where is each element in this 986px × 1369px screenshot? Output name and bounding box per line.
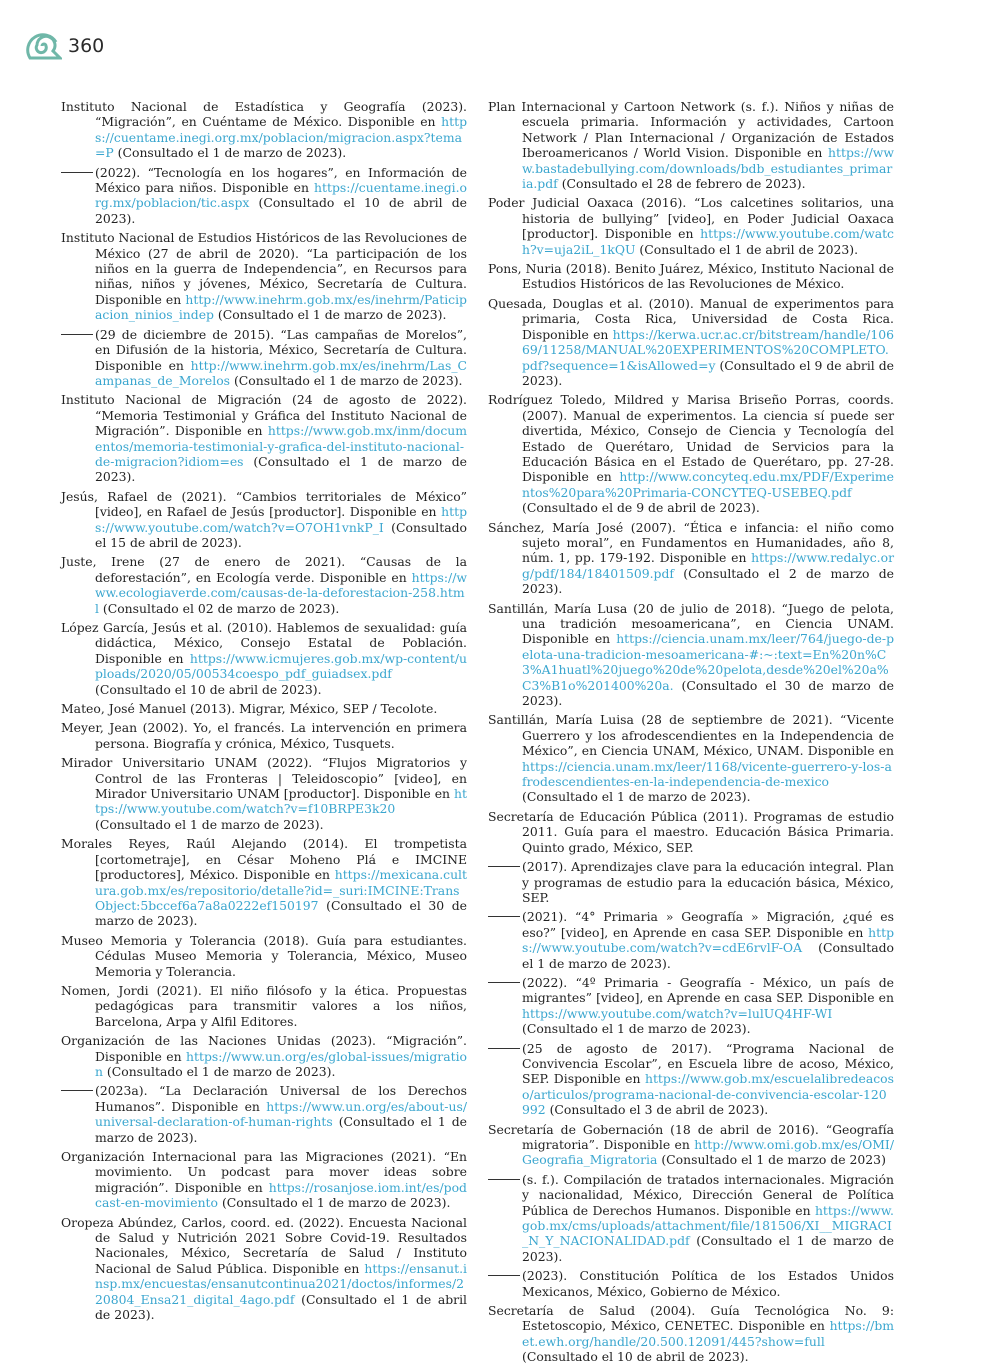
reference-entry: [61, 554, 467, 616]
ref-tail: (Consultado el de 9 de abril de 2023).: [522, 500, 760, 516]
ref-text: Instituto Nacional de Estudios Históricos de las Revoluciones de México (27 de abril de 2020). “La participación de los niños en la guerra de Independencia”, en Recursos para niñas, niños y jóvenes, México, Secretaría de Cultura. Disponible en: [61, 230, 467, 307]
repeat-author-dash: [488, 982, 520, 983]
reference-entry: [488, 520, 894, 597]
ref-link[interactable]: https://kerwa.ucr.ac.cr/bitstream/handle/10669/11258/MANUAL%20EXPERIMENTOS%20COMPLETO.pdf?sequence=1&isAllowed=y: [522, 326, 894, 373]
reference-entry: [488, 99, 894, 191]
ref-text: Plan Internacional y Cartoon Network (s. f.). Niños y niñas de escuela primaria. Información y actividades, Cartoon Network / Plan Internacional / Organización de Estados Iberoamericanos / World Vision. Disponible en: [488, 99, 894, 161]
page-number: 360: [68, 35, 105, 57]
reference-entry: [61, 933, 467, 979]
ref-link[interactable]: https://www.un.org/es/global-issues/migration: [95, 1048, 467, 1079]
ref-link[interactable]: https://www.gob.mx/inm/documentos/memoria-testimonial-y-grafica-del-instituto-nacional-de-migracion?idiom=es: [95, 423, 467, 469]
reference-entry: [61, 392, 467, 484]
ref-text: (2022). “Tecnología en los hogares”, en Información de México para niños. Disponible en: [95, 164, 467, 196]
ref-link[interactable]: http://www.inehrm.gob.mx/es/inehrm/Las_Campanas_de_Morelos: [95, 357, 467, 388]
ref-link[interactable]: https://www.gob.mx/escuelalibredeacoso/articulos/programa-nacional-de-convivencia-escolar-120992: [522, 1071, 894, 1118]
ref-text: Morales Reyes, Raúl Alejando (2014). El trompetista [cortometraje], en César Moheno Plá e IMCINE [productores], México. Disponible en: [61, 836, 467, 883]
reference-entry: [61, 1215, 467, 1323]
reference-entry: [61, 1149, 467, 1211]
ref-text: Organización de las Naciones Unidas (2023). “Migración”. Disponible en: [61, 1033, 467, 1064]
ref-text: Santillán, María Lusa (20 de julio de 2018). “Juego de pelota, una tradición mesoamericana”, en Ciencia UNAM. Disponible en: [488, 600, 894, 647]
reference-entry: [488, 975, 894, 1037]
reference-entry: [488, 809, 894, 855]
ref-text: (2021). “4° Primaria » Geografía » Migración, ¿qué es eso?” [video], en Aprende en casa SEP. Disponible en: [522, 909, 894, 940]
ref-tail: (Consultado el 1 de marzo de 2023).: [522, 789, 751, 805]
ref-tail: (Consultado el 15 de abril de 2023).: [95, 519, 467, 550]
reference-entry: [488, 1122, 894, 1168]
ref-text: Juste, Irene (27 de enero de 2021). “Causas de la deforestación”, en Ecología verde. Disponible en: [61, 554, 467, 585]
reference-entry: [488, 261, 894, 292]
reference-entry: [488, 1172, 894, 1264]
ref-text: Jesús, Rafael de (2021). “Cambios territoriales de México” [video], en Rafael de Jesús [productor]. Disponible en: [61, 488, 467, 520]
ref-text: Meyer, Jean (2002). Yo, el francés. La intervención en primera persona. Biografía y crónica, México, Tusquets.: [61, 720, 467, 751]
ref-tail: (Consultado el 1 de marzo de 2023).: [95, 1114, 467, 1145]
ref-link[interactable]: http://www.inehrm.gob.mx/es/inehrm/Paticipacion_ninios_indep: [95, 291, 467, 323]
reference-entry: [61, 489, 467, 551]
ref-text: Rodríguez Toledo, Mildred y Marisa Briseño Porras, coords. (2007). Manual de experimentos. La ciencia sí puede ser divertida, México, Consejo de Ciencia y Tecnología del Estado de Querétaro, Unidad de Servicios para la Educación Básica en el Estado de Querétaro, pp. 27-28. Disponible en: [488, 392, 894, 485]
ref-tail: (Consultado el 1 de marzo de 2023).: [95, 453, 467, 485]
ref-text: Secretaría de Salud (2004). Guía Tecnológica No. 9: Estetoscopio, México, CENETEC. Disponible en: [488, 1303, 894, 1334]
ref-link[interactable]: https://www.youtube.com/watch?v=lulUQ4HF-WI: [522, 1005, 833, 1021]
ref-text: Mateo, José Manuel (2013). Migrar, México, SEP / Tecolote.: [61, 701, 438, 717]
ref-tail: (Consultado el 1 de marzo de 2023).: [95, 816, 324, 832]
ref-text: Sánchez, María José (2007). “Ética e infancia: el niño como sujeto moral”, en Fundamentos en Humanidades, año 8, núm. 1, pp. 179-192. Disponible en: [488, 519, 894, 566]
reference-entry: [488, 392, 894, 515]
ref-tail: (Consultado el 1 de marzo de 2023).: [522, 1233, 894, 1264]
ref-link[interactable]: https://cuentame.inegi.org.mx/poblacion/migracion.aspx?tema=P: [95, 114, 467, 161]
reference-entry: [61, 836, 467, 928]
ref-tail: (Consultado el 10 de abril de 2023).: [95, 195, 467, 226]
ref-tail: (Consultado el 30 de marzo de 2023).: [522, 677, 894, 709]
repeat-author-dash: [61, 334, 93, 335]
ref-text: (29 de diciembre de 2015). “Las campañas de Morelos”, en Difusión de la historia, México, Secretaría de Cultura. Disponible en: [95, 326, 467, 373]
ref-link[interactable]: https://www.redalyc.org/pdf/184/18401509.pdf: [522, 550, 894, 581]
reference-entry: [61, 165, 467, 227]
ref-tail: (Consultado el 1 de marzo de 2023).: [218, 1195, 451, 1211]
ref-tail: (Consultado el 1 de marzo de 2023).: [522, 940, 894, 971]
repeat-author-dash: [488, 1048, 520, 1049]
repeat-author-dash: [488, 1179, 520, 1180]
reference-entry: [488, 1303, 894, 1365]
spiral-logo-icon: [26, 32, 62, 60]
references-left-column: [61, 99, 467, 1326]
ref-text: Secretaría de Educación Pública (2011). Programas de estudio 2011. Guía para el maestro. Educación Básica Primaria. Quinto grado, México, SEP.: [488, 808, 894, 855]
ref-link[interactable]: https://www.youtube.com/watch?v=O7OH1vnkP_I: [95, 504, 467, 535]
repeat-author-dash: [488, 916, 520, 917]
ref-text: (2023a). “La Declaración Universal de los Derechos Humanos”. Disponible en: [95, 1083, 467, 1114]
repeat-author-dash: [61, 172, 93, 173]
ref-text: (s. f.). Compilación de tratados internacionales. Migración y nacionalidad, México, Dirección General de Política Pública de Derechos Humanos. Disponible en: [522, 1171, 894, 1218]
ref-text: Quesada, Douglas et al. (2010). Manual de experimentos para primaria, Costa Rica, Universidad de Costa Rica. Disponible en: [488, 295, 894, 342]
ref-tail: (Consultado el 1 de abril de 2023).: [635, 241, 859, 257]
ref-link[interactable]: https://cuentame.inegi.org.mx/poblacion/tic.aspx: [95, 180, 467, 211]
reference-entry: [61, 620, 467, 697]
ref-link[interactable]: https://www.icmujeres.gob.mx/wp-content/uploads/2020/05/00534coespo_pdf_guiadsex.pdf: [95, 650, 467, 682]
ref-tail: (Consultado el 28 de febrero de 2023).: [557, 176, 806, 192]
reference-entry: [61, 1083, 467, 1145]
ref-text: Secretaría de Gobernación (18 de abril de 2016). “Geografía migratoria”. Disponible en: [488, 1121, 894, 1152]
reference-entry: [488, 296, 894, 388]
reference-entry: [61, 99, 467, 161]
ref-text: Instituto Nacional de Estadística y Geografía (2023). “Migración”, en Cuéntame de México. Disponible en: [61, 99, 467, 130]
ref-tail: (Consultado el 1 de abril de 2023).: [95, 1291, 467, 1323]
reference-entry: [488, 195, 894, 257]
ref-tail: (Consultado el 02 de marzo de 2023).: [98, 600, 340, 616]
reference-entry: [61, 983, 467, 1029]
ref-text: Oropeza Abúndez, Carlos, coord. ed. (2022). Encuesta Nacional de Salud y Nutrición 2021 Sobre Covid-19. Resultados Nacionales, México, Secretaría de Salud / Instituto Nacional de Salud Pública. Disponible en: [61, 1214, 467, 1276]
repeat-author-dash: [488, 1275, 520, 1276]
repeat-author-dash: [488, 866, 520, 867]
references-right-column: [488, 99, 894, 1369]
reference-entry: [488, 1041, 894, 1118]
ref-tail: (Consultado el 10 de abril de 2023).: [95, 681, 322, 697]
ref-text: Museo Memoria y Tolerancia (2018). Guía para estudiantes. Cédulas Museo Memoria y Tolerancia, México, Museo Memoria y Tolerancia.: [61, 932, 467, 979]
reference-entry: [61, 230, 467, 322]
ref-text: Mirador Universitario UNAM (2022). “Flujos Migratorios y Control de las Fronteras | Teleidoscopio” [video], en Mirador Universitario UNAM [productor]. Disponible en: [61, 755, 467, 802]
ref-tail: (Consultado el 2 de marzo de 2023).: [522, 565, 894, 597]
ref-tail: (Consultado el 1 de marzo de 2023).: [113, 145, 347, 161]
ref-link[interactable]: https://rosanjose.iom.int/es/podcast-en-movimiento: [95, 1179, 467, 1211]
ref-link[interactable]: http://www.omi.gob.mx/es/OMI/Geografia_Migratoria: [522, 1137, 894, 1168]
reference-entry: [488, 1268, 894, 1299]
ref-link[interactable]: https://www.bastadebullying.com/downloads/bdb_estudiantes_primaria.pdf: [522, 145, 894, 192]
ref-text: Poder Judicial Oaxaca (2016). “Los calcetines solitarios, una historia de bullying” [video], en Poder Judicial Oaxaca [productor]. Disponible en: [488, 195, 894, 242]
ref-text: Organización Internacional para las Migraciones (2021). “En movimiento. Un podcast para mover ideas sobre migración”. Disponible en: [61, 1149, 467, 1195]
ref-tail: (Consultado el 10 de abril de 2023).: [522, 1349, 749, 1365]
ref-text: Nomen, Jordi (2021). El niño filósofo y la ética. Propuestas pedagógicas para transmitir valores a los niños, Barcelona, Arpa y Alfil Editores.: [61, 982, 467, 1029]
ref-tail: (Consultado el 30 de marzo de 2023).: [95, 897, 467, 929]
ref-link[interactable]: https://ensanut.insp.mx/encuestas/ensanutcontinua2021/doctos/informes/220804_Ensa21_digital_4ago.pdf: [95, 1260, 467, 1307]
repeat-author-dash: [61, 1090, 93, 1091]
ref-link[interactable]: https://bmet.ewh.org/handle/20.500.12091/445?show=full: [522, 1318, 894, 1349]
ref-text: Pons, Nuria (2018). Benito Juárez, México, Instituto Nacional de Estudios Históricos de las Revoluciones de México.: [488, 261, 894, 292]
ref-tail: (Consultado el 1 de marzo de 2023).: [230, 372, 463, 388]
ref-link[interactable]: https://ciencia.unam.mx/leer/764/juego-de-pelota-una-tradicion-mesoamericana-#:~:text=En%20n%C3%A1huatl%20juego%20de%20pelota,desde%20el%20a%C3%B1o%201400%20a.: [522, 631, 894, 693]
ref-link[interactable]: http://www.concyteq.edu.mx/PDF/Experimentos%20para%20Primaria-CONCYTEQ-USEBEQ.pdf: [522, 469, 894, 500]
ref-link[interactable]: https://mexicana.cultura.gob.mx/es/repositorio/detalle?id=_suri:IMCINE:TransObject:5bccef6a7a8a0222ef150197: [95, 867, 467, 913]
ref-text: (2023). Constitución Política de los Estados Unidos Mexicanos, México, Gobierno de México.: [522, 1268, 894, 1299]
reference-entry: [488, 712, 894, 804]
ref-text: (25 de agosto de 2017). “Programa Nacional de Convivencia Escolar”, en Escuela libre de acoso, México, SEP. Disponible en: [522, 1040, 894, 1087]
reference-entry: [61, 1033, 467, 1079]
ref-link[interactable]: https://www.youtube.com/watch?v=f10BRPE3k20: [95, 786, 467, 817]
ref-link[interactable]: https://www.ecologiaverde.com/causas-de-la-deforestacion-258.html: [95, 569, 467, 616]
ref-text: (2017). Aprendizajes clave para la educación integral. Plan y programas de estudio para la educación básica, México, SEP.: [522, 859, 894, 905]
ref-link[interactable]: https://www.youtube.com/watch?v=cdE6rvlF-OA: [522, 924, 894, 956]
page-header: [26, 32, 104, 60]
ref-tail: (Consultado el 1 de marzo de 2023).: [213, 307, 447, 323]
reference-entry: [61, 755, 467, 832]
ref-text: Instituto Nacional de Migración (24 de agosto de 2022). “Memoria Testimonial y Gráfica del Instituto Nacional de Migración”. Disponible en: [61, 392, 467, 439]
ref-tail: (Consultado el 3 de abril de 2023).: [545, 1102, 769, 1118]
ref-tail: (Consultado el 1 de marzo de 2023).: [522, 1021, 751, 1037]
ref-tail: (Consultado el 1 de marzo de 2023): [657, 1152, 886, 1168]
reference-entry: [488, 859, 894, 905]
ref-link[interactable]: https://www.youtube.com/watch?v=uja2iL_1kQU: [522, 226, 894, 257]
ref-text: Santillán, María Luisa (28 de septiembre de 2021). “Vicente Guerrero y los afrodescendientes en la Independencia de México”, en Ciencia UNAM, México, UNAM. Disponible en: [488, 712, 894, 759]
reference-entry: [61, 327, 467, 389]
ref-text: (2022). “4º Primaria - Geografía - México, un país de migrantes” [video], en Aprende en casa SEP. Disponible en: [522, 974, 894, 1006]
ref-link[interactable]: https://ciencia.unam.mx/leer/1168/vicente-guerrero-y-los-afrodescendientes-en-la-independencia-de-mexico: [522, 758, 892, 790]
ref-text: López García, Jesús et al. (2010). Hablemos de sexualidad: guía didáctica, México, Consejo Estatal de Población. Disponible en: [61, 620, 467, 666]
reference-entry: [488, 601, 894, 709]
reference-entry: [61, 701, 467, 716]
ref-link[interactable]: https://www.gob.mx/cms/uploads/attachment/file/181506/XI__MIGRACI_N_Y_NACIONALIDAD.pdf: [522, 1202, 894, 1249]
ref-tail: (Consultado el 9 de abril de 2023).: [522, 357, 894, 388]
reference-entry: [488, 909, 894, 971]
reference-entry: [61, 720, 467, 751]
ref-tail: (Consultado el 1 de marzo de 2023).: [102, 1063, 336, 1079]
ref-link[interactable]: https://www.un.org/es/about-us/universal-declaration-of-human-rights: [95, 1098, 467, 1130]
